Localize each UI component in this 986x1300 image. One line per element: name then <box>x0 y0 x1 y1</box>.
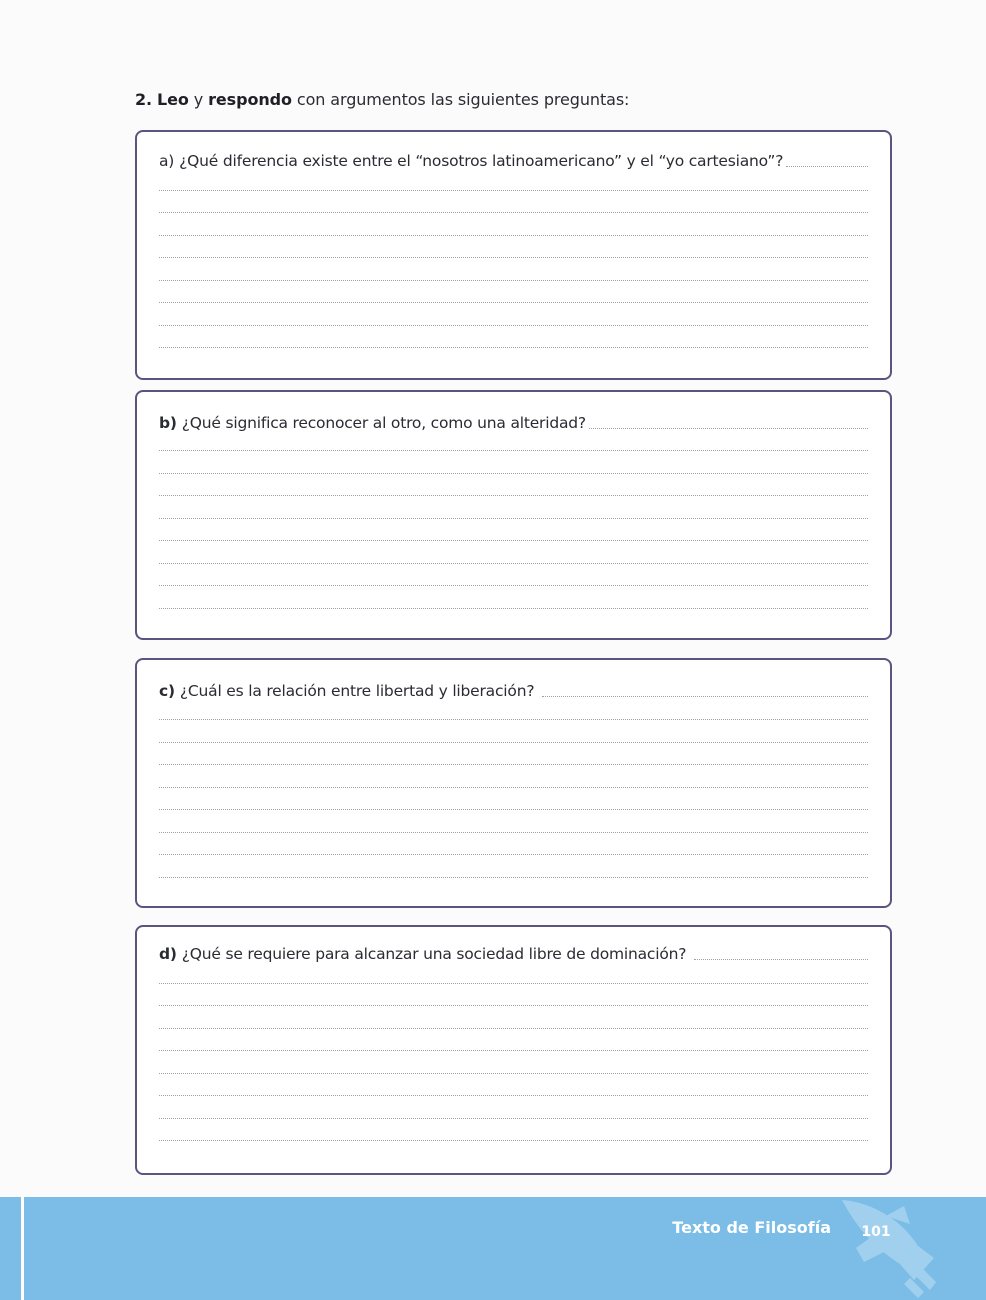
instruction-connector: y <box>193 90 204 109</box>
answer-line[interactable] <box>159 450 868 451</box>
question-box-a[interactable] <box>135 130 892 380</box>
answer-line[interactable] <box>159 325 868 326</box>
instruction-number: 2. <box>135 90 153 109</box>
instruction-verb-read: Leo <box>157 90 189 109</box>
answer-line[interactable] <box>159 212 868 213</box>
answer-line[interactable] <box>159 495 868 496</box>
answer-line[interactable] <box>589 428 868 429</box>
question-label: d) <box>159 945 177 963</box>
answer-line[interactable] <box>159 742 868 743</box>
answer-line[interactable] <box>542 696 868 697</box>
answer-line[interactable] <box>159 719 868 720</box>
answer-line[interactable] <box>159 257 868 258</box>
answer-line[interactable] <box>159 585 868 586</box>
question-text: ¿Qué se requiere para alcanzar una sociedad libre de dominación? <box>181 945 687 963</box>
question-label: c) <box>159 682 175 700</box>
rocket-icon <box>830 1198 950 1300</box>
question-text: ¿Qué significa reconocer al otro, como una alteridad? <box>181 414 586 432</box>
answer-line[interactable] <box>159 302 868 303</box>
question-label: a) <box>159 152 175 170</box>
instruction <box>135 90 629 109</box>
question-box-d[interactable] <box>135 925 892 1175</box>
answer-line[interactable] <box>159 854 868 855</box>
answer-line[interactable] <box>159 1028 868 1029</box>
answer-line[interactable] <box>159 1118 868 1119</box>
footer-stripe <box>21 1197 24 1300</box>
answer-line[interactable] <box>159 347 868 348</box>
answer-line[interactable] <box>159 473 868 474</box>
answer-line[interactable] <box>159 540 868 541</box>
page-number: 101 <box>861 1224 891 1240</box>
answer-line[interactable] <box>159 235 868 236</box>
answer-line[interactable] <box>159 809 868 810</box>
question-label: b) <box>159 414 177 432</box>
question-c <box>159 682 868 700</box>
instruction-verb-respond: respondo <box>208 90 292 109</box>
answer-line[interactable] <box>159 563 868 564</box>
answer-line[interactable] <box>159 518 868 519</box>
answer-line[interactable] <box>159 764 868 765</box>
answer-line[interactable] <box>159 832 868 833</box>
answer-line[interactable] <box>159 1050 868 1051</box>
answer-line[interactable] <box>159 608 868 609</box>
question-d <box>159 945 868 963</box>
question-text: ¿Qué diferencia existe entre el “nosotros latinoamericano” y el “yo cartesiano”? <box>179 152 784 170</box>
question-b <box>159 414 868 432</box>
answer-line[interactable] <box>159 787 868 788</box>
answer-line[interactable] <box>159 1140 868 1141</box>
instruction-text: con argumentos las siguientes preguntas: <box>296 90 630 109</box>
answer-line[interactable] <box>159 877 868 878</box>
book-title: Texto de Filosofía <box>672 1218 831 1237</box>
question-a <box>159 152 868 170</box>
question-text: ¿Cuál es la relación entre libertad y liberación? <box>179 682 535 700</box>
answer-line[interactable] <box>159 1095 868 1096</box>
answer-line[interactable] <box>159 1073 868 1074</box>
question-box-c[interactable] <box>135 658 892 908</box>
answer-line[interactable] <box>159 1005 868 1006</box>
answer-line[interactable] <box>786 166 868 167</box>
answer-line[interactable] <box>694 959 868 960</box>
answer-line[interactable] <box>159 983 868 984</box>
answer-line[interactable] <box>159 190 868 191</box>
question-box-b[interactable] <box>135 390 892 640</box>
answer-line[interactable] <box>159 280 868 281</box>
